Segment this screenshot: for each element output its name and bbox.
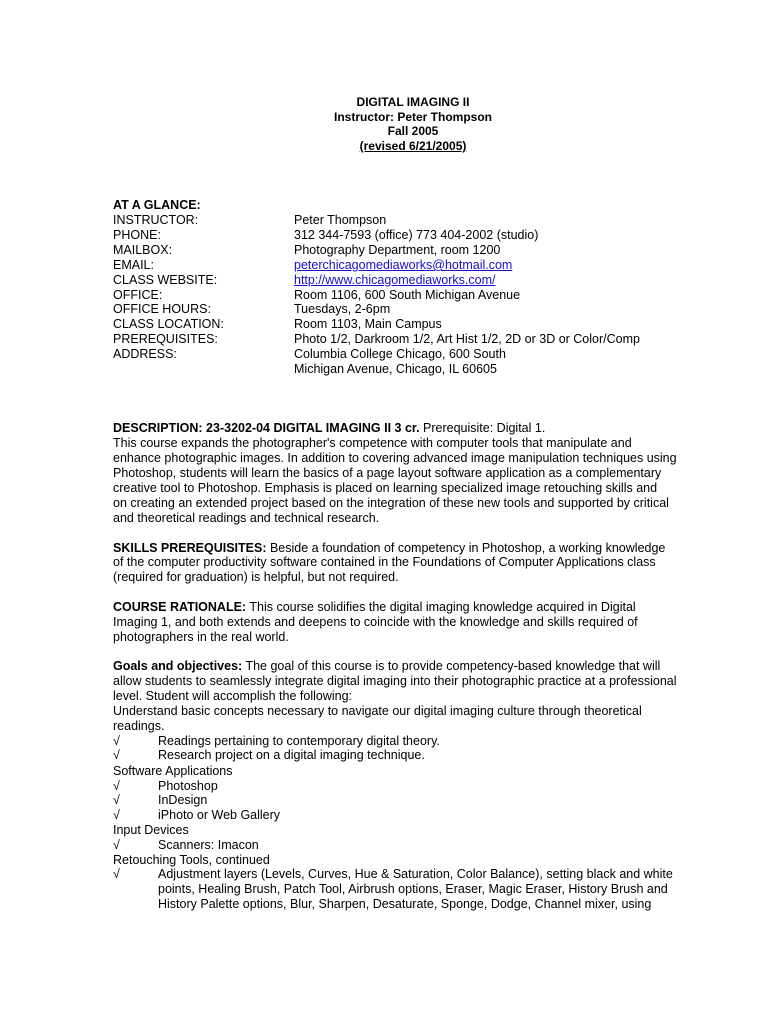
glance-label-mailbox: MAILBOX: [113,243,173,257]
software-heading: Software Applications [113,764,233,778]
list-item: Research project on a digital imaging technique. [158,748,425,762]
description-line: creative tool to Photoshop. Emphasis is placed on learning specialized image retouching skills and [113,481,658,495]
glance-value-prerequisites: Photo 1/2, Darkroom 1/2, Art Hist 1/2, 2D or 3D or Color/Comp [294,332,640,346]
check-mark: √ [113,867,120,881]
glance-label-office: OFFICE: [113,288,163,302]
goals-intro: The goal of this course is to provide competency-based knowledge that will [242,659,661,673]
glance-label-phone: PHONE: [113,228,161,242]
goals-line: level. Student will accomplish the following: [113,689,353,703]
rationale-intro: This course solidifies the digital imaging knowledge acquired in Digital [246,600,636,614]
rationale-line: photographers in the real world. [113,630,289,644]
description-line: Photoshop, students will learn the basics of a page layout software application as a complementary [113,466,662,480]
retouching-heading: Retouching Tools, continued [113,853,270,867]
goals-heading: Goals and objectives: [113,659,243,673]
check-mark: √ [113,748,120,762]
description-heading: DESCRIPTION: 23-3202-04 DIGITAL IMAGING II 3 cr. [113,421,420,435]
goals-line: readings. [113,719,165,733]
term-line: Fall 2005 [387,124,439,138]
description-line: This course expands the photographer's competence with computer tools that manipulate and [113,436,632,450]
glance-value-office: Room 1106, 600 South Michigan Avenue [294,288,521,302]
email-link[interactable]: peterchicagomediaworks@hotmail.com [294,258,513,272]
description-first-line [113,421,545,436]
list-item: Readings pertaining to contemporary digital theory. [158,734,440,748]
goals-first-line [113,659,660,674]
glance-value-address-line2: Michigan Avenue, Chicago, IL 60605 [294,362,497,376]
skills-intro: Beside a foundation of competency in Photoshop, a working knowledge [266,541,666,555]
check-mark: √ [113,779,120,793]
glance-label-address: ADDRESS: [113,347,177,361]
skills-line: (required for graduation) is helpful, but not required. [113,570,399,584]
course-title: DIGITAL IMAGING II [356,95,470,109]
list-item: Adjustment layers (Levels, Curves, Hue & Saturation, Color Balance), setting black and white [158,867,673,881]
glance-label-instructor: INSTRUCTOR: [113,213,199,227]
glance-value-class-location: Room 1103, Main Campus [294,317,442,331]
goals-line: allow students to seamlessly integrate digital imaging into their photographic practice at a professional [113,674,677,688]
input-devices-heading: Input Devices [113,823,189,837]
glance-value-office-hours: Tuesdays, 2-6pm [294,302,391,316]
skills-line: of the computer productivity software contained in the Foundations of Computer Applications class [113,555,656,569]
glance-label-prerequisites: PREREQUISITES: [113,332,218,346]
rationale-line: Imaging 1, and both extends and deepens to coincide with the knowledge and skills required of [113,615,638,629]
glance-label-website: CLASS WEBSITE: [113,273,218,287]
list-item: iPhoto or Web Gallery [158,808,281,822]
description-line: enhance photographic images. In addition to covering advanced image manipulation techniques using [113,451,677,465]
glance-heading: AT A GLANCE: [113,198,201,212]
list-item: Photoshop [158,779,218,793]
check-mark: √ [113,808,120,822]
list-item: Scanners: Imacon [158,838,259,852]
rationale-first-line [113,600,636,615]
glance-value-phone: 312 344-7593 (office) 773 404-2002 (studio) [294,228,539,242]
skills-heading: SKILLS PREREQUISITES: [113,541,267,555]
glance-label-email: EMAIL: [113,258,154,272]
description-line: on creating an extended project based on the integration of these new tools and supported by critical [113,496,669,510]
glance-label-office-hours: OFFICE HOURS: [113,302,211,316]
check-mark: √ [113,793,120,807]
description-prereq: Prerequisite: Digital 1. [419,421,546,435]
check-mark: √ [113,734,120,748]
glance-value-address: Columbia College Chicago, 600 South [294,347,506,361]
list-item-continued: History Palette options, Blur, Sharpen, Desaturate, Sponge, Dodge, Channel mixer, using [158,897,652,911]
goals-line: Understand basic concepts necessary to navigate our digital imaging culture through theoretical [113,704,642,718]
website-link[interactable]: http://www.chicagomediaworks.com/ [294,273,496,287]
description-line: and theoretical readings and technical research. [113,511,380,525]
instructor-line: Instructor: Peter Thompson [333,110,492,124]
list-item-continued: points, Healing Brush, Patch Tool, Airbrush options, Eraser, Magic Eraser, History Brush and [158,882,668,896]
glance-label-class-location: CLASS LOCATION: [113,317,224,331]
glance-value-mailbox: Photography Department, room 1200 [294,243,501,257]
revised-line: (revised 6/21/2005) [359,139,467,153]
check-mark: √ [113,838,120,852]
list-item: InDesign [158,793,208,807]
rationale-heading: COURSE RATIONALE: [113,600,247,614]
glance-value-instructor: Peter Thompson [294,213,387,227]
skills-first-line [113,541,665,556]
